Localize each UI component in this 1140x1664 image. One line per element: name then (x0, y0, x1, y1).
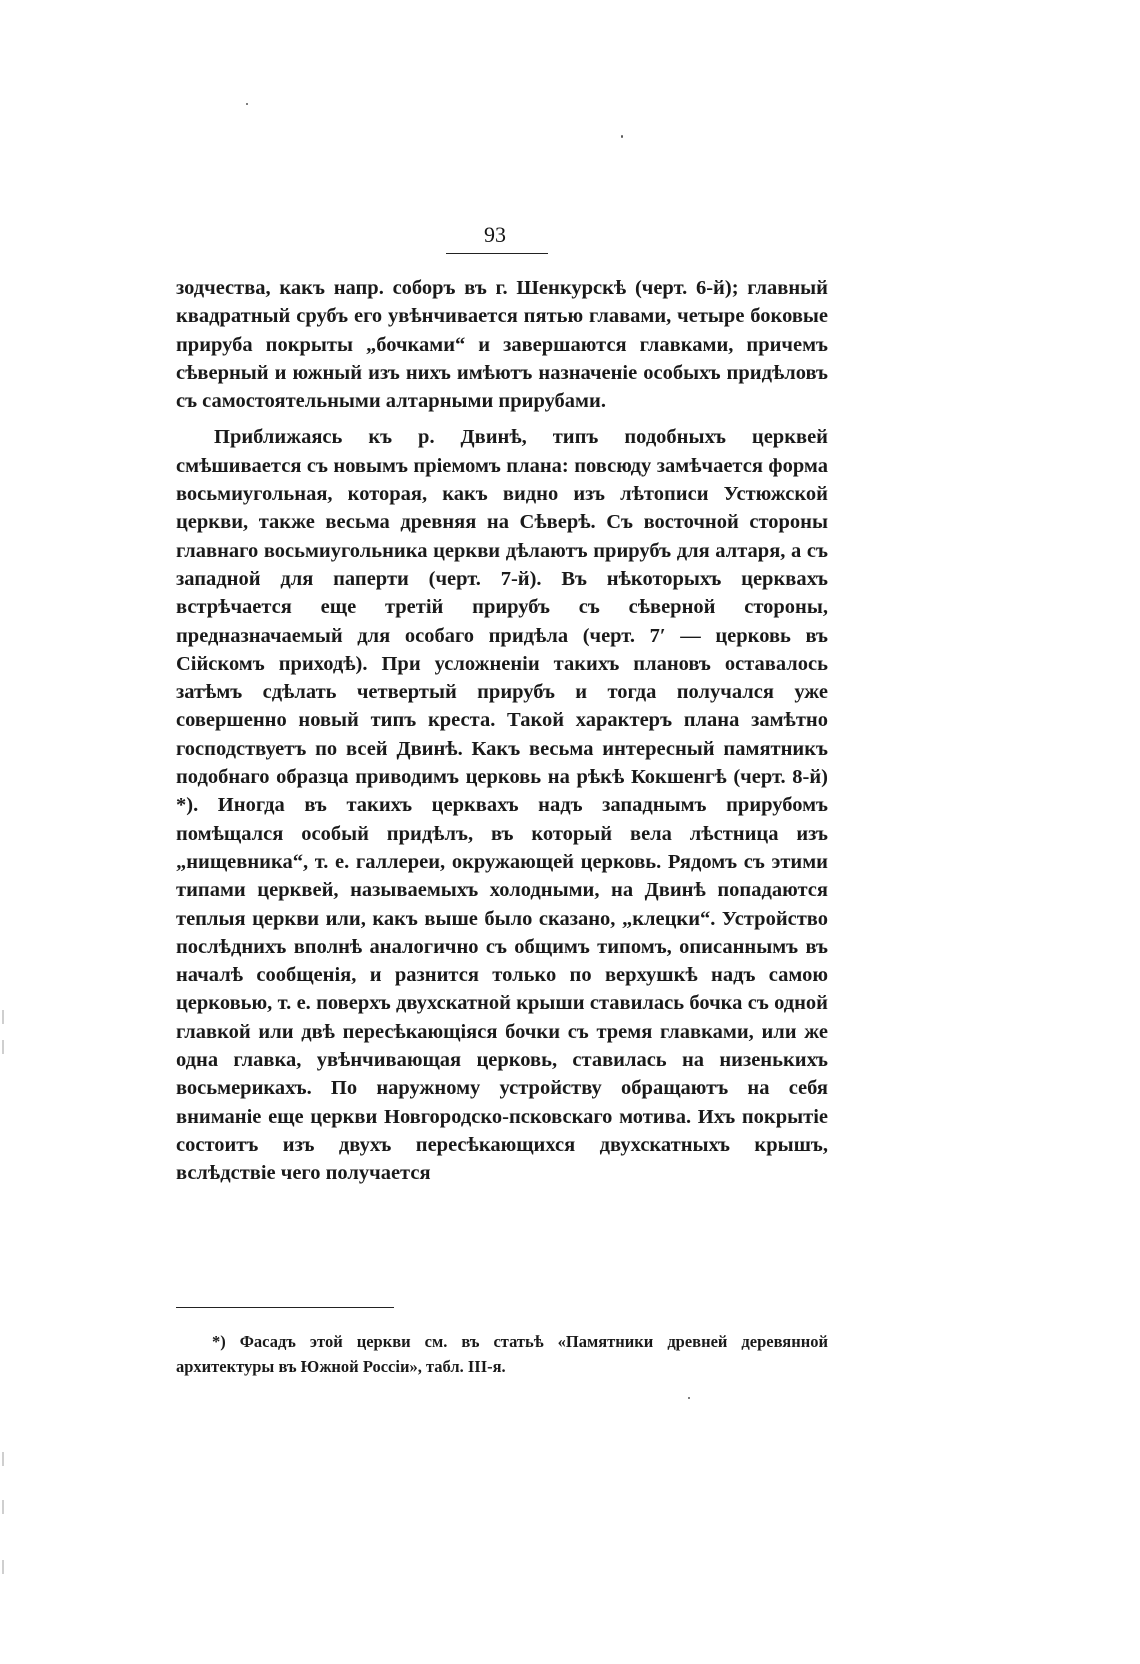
page-number: 93 (484, 222, 506, 247)
footnote-separator (176, 1307, 394, 1308)
footnote: *) Фасадъ этой церкви см. въ статьѣ «Памятники древней деревянной архитектуры въ Южной Россіи», табл. III-я. (176, 1332, 828, 1376)
scan-edge-mark (2, 1040, 4, 1054)
scan-speck (688, 1397, 690, 1399)
scan-edge-mark (2, 1500, 4, 1514)
scan-edge-mark (2, 1010, 4, 1024)
paragraph-dvina-churches: Приближаясь къ р. Двинѣ, типъ подобныхъ церквей смѣшивается съ новымъ пріемомъ плана: повсюду замѣчается форма восьмиугольная, которая, какъ видно изъ лѣтописи Устюжской церкви, также весьма древняя на Сѣверѣ. Съ восточной стороны главнаго восьмиугольника церкви дѣлаютъ прирубъ для алтаря, а съ западной для паперти (черт. 7-й). Въ нѣкоторыхъ церквахъ встрѣчается еще третій прирубъ съ сѣверной стороны, предназначаемый для особаго придѣла (черт. 7′ — церковь въ Сійскомъ приходѣ). При усложненіи такихъ плановъ оставалось затѣмъ сдѣлать четвертый прирубъ и тогда получался уже совершенно новый типъ креста. Такой характеръ плана замѣтно господствуетъ по всей Двинѣ. Какъ весьма интересный памятникъ подобнаго образца приводимъ церковь на рѣкѣ Кокшенгѣ (черт. 8-й) *). Иногда въ такихъ церквахъ надъ западнымъ прирубомъ помѣщался особый придѣлъ, въ который вела лѣстница изъ „нищевника“, т. е. галлереи, окружающей церковь. Рядомъ съ этими типами церквей, называемыхъ холодными, на Двинѣ попадаются теплыя церкви или, какъ выше было сказано, „клецки“. Устройство послѣднихъ вполнѣ аналогично съ общимъ типомъ, описаннымъ въ началѣ сообщенія, и разнится только по верхушкѣ надъ самою церковью, т. е. поверхъ двухскатной крыши ставилась бочка съ одной главкой или двѣ пересѣкающіяся бочки съ тремя главками, или же одна главка, увѣнчивающая церковь, ставилась на низенькихъ восьмерикахъ. По наружному устройству обращаютъ на себя вниманіе еще церкви Новгородско-псковскаго мотива. Ихъ покрытіе состоитъ изъ двухъ пересѣкающихся двухскатныхъ крышъ, вслѣдствіе чего получается (176, 426, 828, 1185)
page-number-underline (446, 253, 548, 254)
body-text (176, 274, 828, 1188)
scan-speck (246, 103, 248, 105)
paragraph-continuation: зодчества, какъ напр. соборъ въ г. Шенкурскѣ (черт. 6-й); главный квадратный срубъ его увѣнчивается пятью главами, четыре боковые прируба покрыты „бочками“ и завершаются главками, причемъ сѣверный и южный изъ нихъ имѣютъ назначеніе особыхъ придѣловъ съ самостоятельными алтарными прирубами. (176, 277, 828, 413)
scan-speck (621, 135, 623, 138)
scan-edge-mark (2, 1560, 4, 1574)
scan-edge-mark (2, 1452, 4, 1466)
